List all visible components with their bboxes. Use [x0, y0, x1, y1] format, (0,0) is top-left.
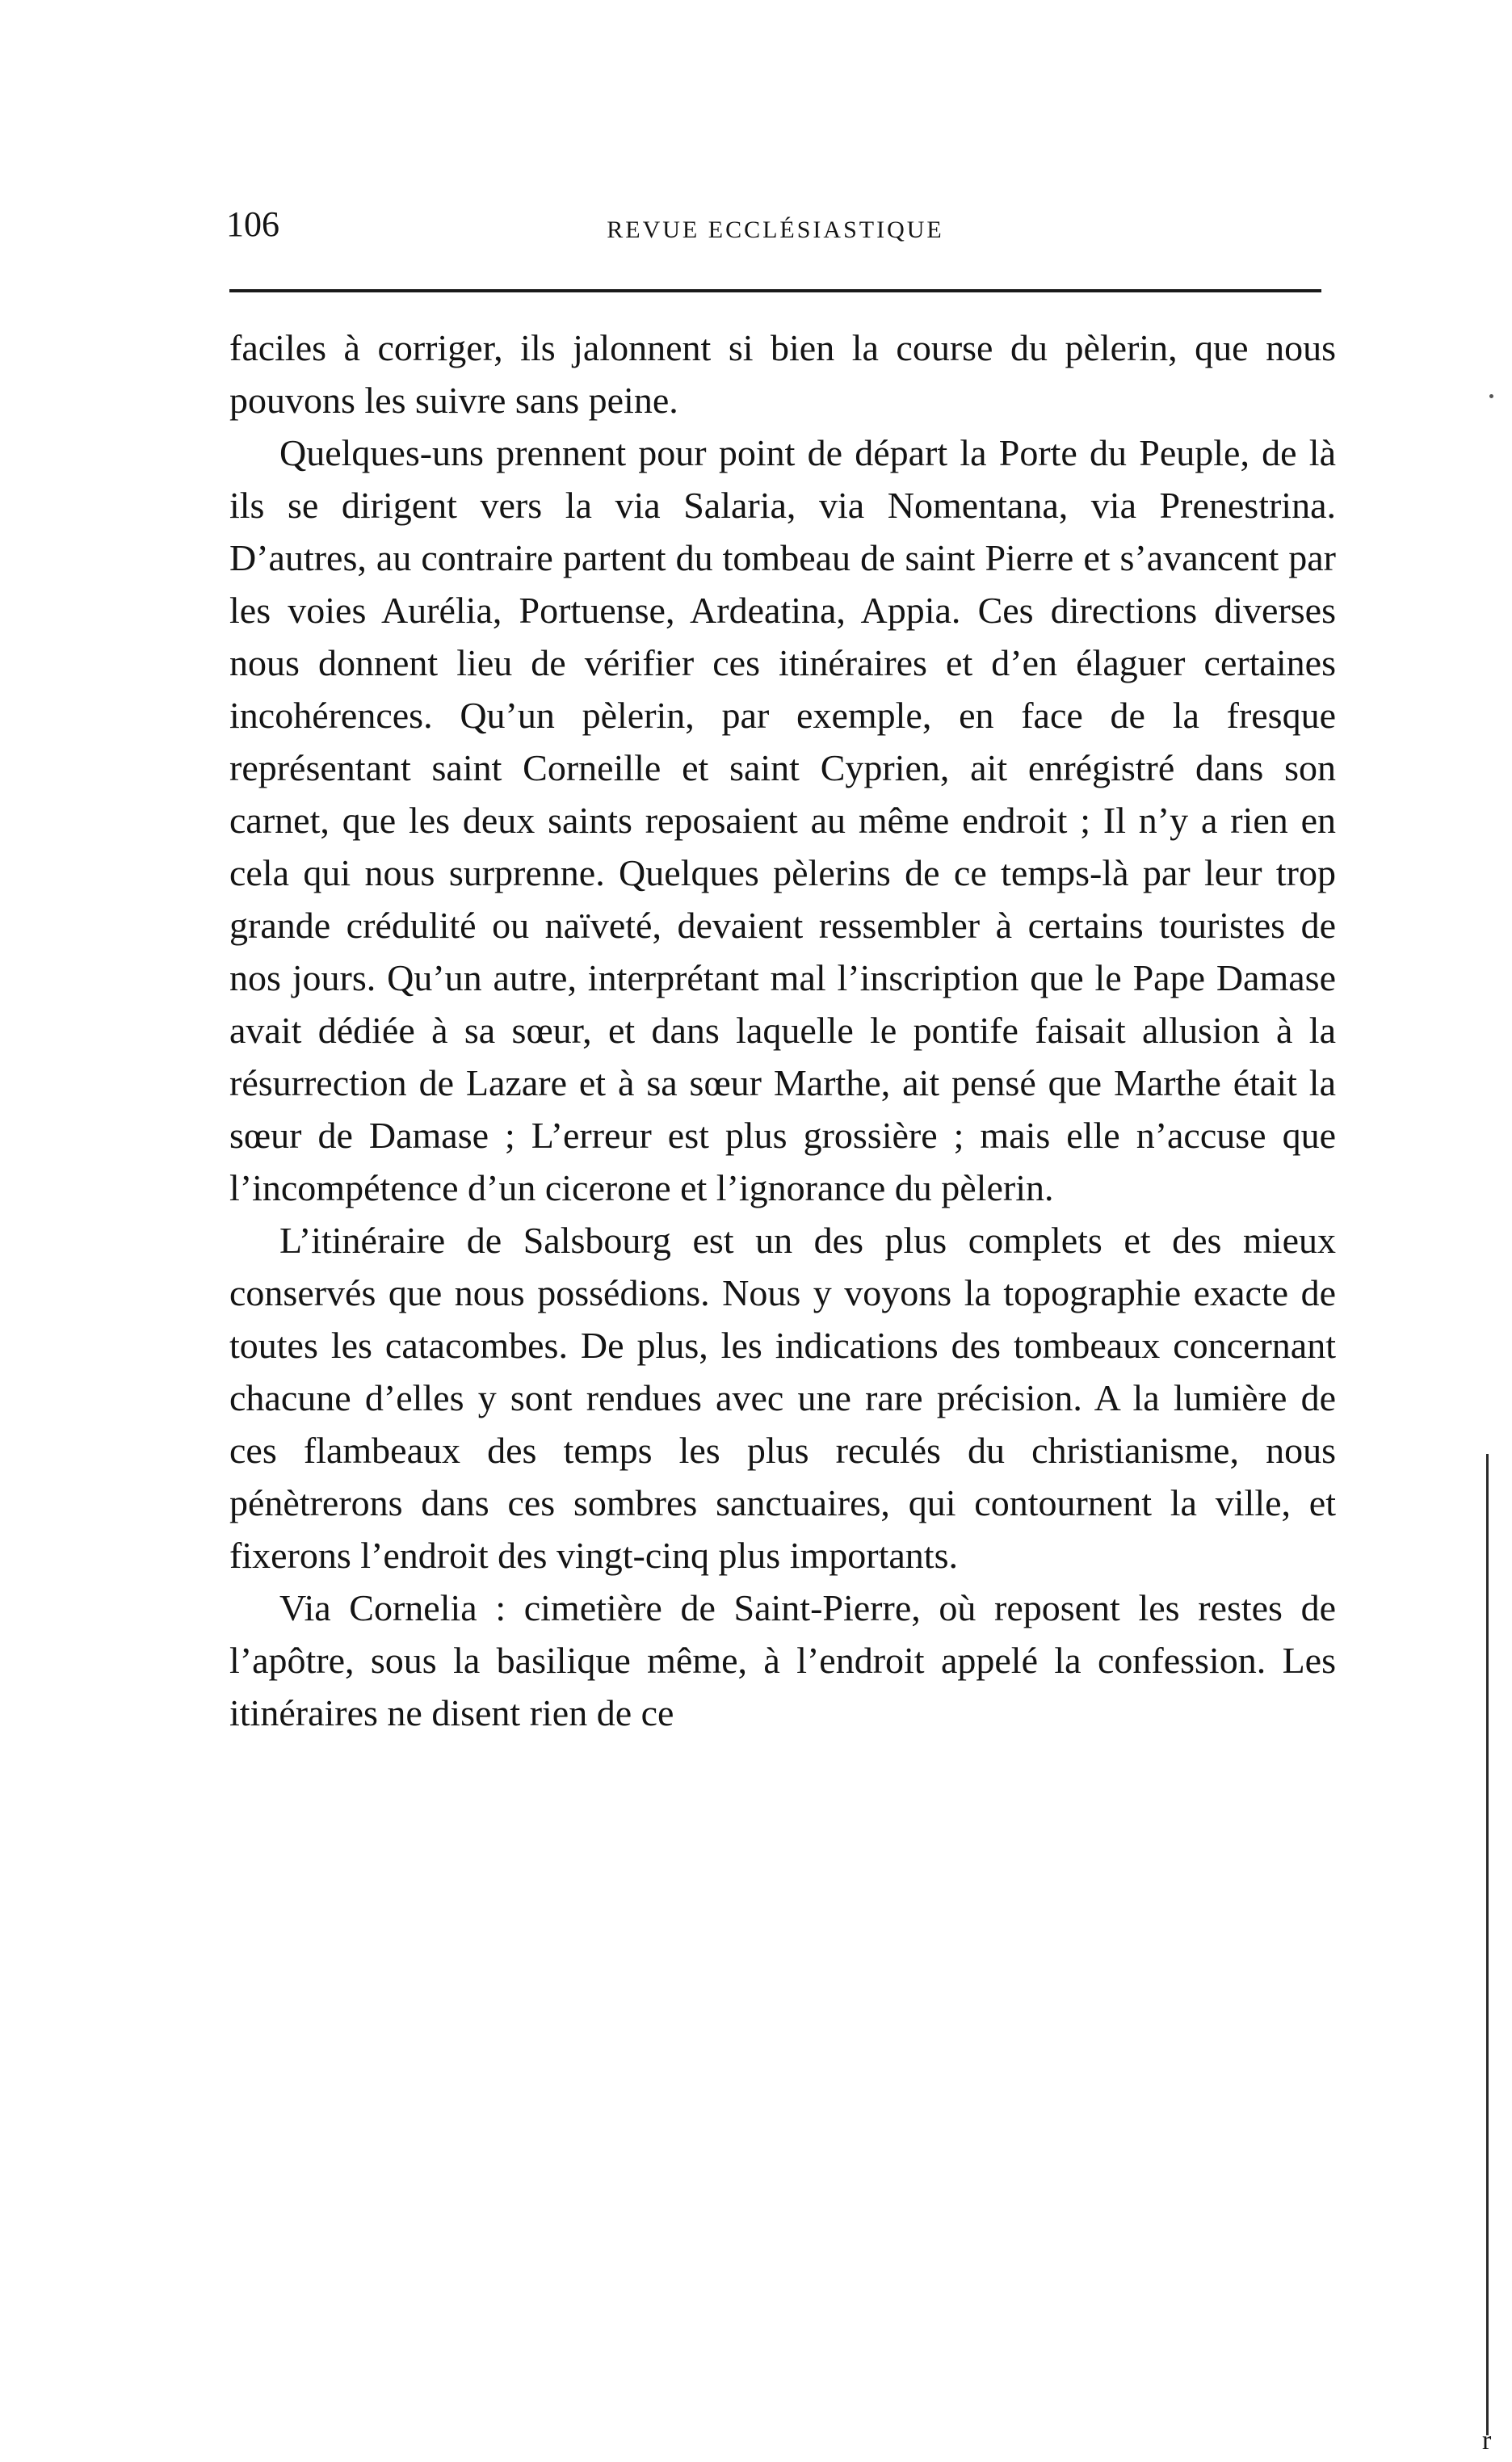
body-text	[229, 321, 1336, 1739]
paragraph: Via Cornelia : cimetière de Saint-Pierre, où reposent les restes de l’apôtre, sous la basilique même, à l’endroit appelé la confession. Les itinéraires ne disent rien de ce	[229, 1587, 1336, 1733]
margin-binding-line	[1486, 1454, 1489, 2435]
paragraph: faciles à corriger, ils jalonnent si bien la course du pèlerin, que nous pouvons les suivre sans peine.	[229, 327, 1336, 421]
margin-mark: r	[1482, 2426, 1492, 2456]
paragraph: L’itinéraire de Salsbourg est un des plus complets et des mieux conservés que nous possédions. Nous y voyons la topographie exacte de toutes les catacombes. De plus, les indications des tombeaux concernant chacune d’elles y sont rendues avec une rare précision. A la lumière de ces flambeaux des temps les plus reculés du christianisme, nous pénètrerons dans ces sombres sanctuaires, qui contournent la ville, et fixerons l’endroit des vingt-cinq plus importants.	[229, 1220, 1336, 1576]
header-rule	[229, 289, 1321, 292]
ink-speck	[1489, 394, 1493, 398]
page-number: 106	[226, 204, 279, 244]
running-title: REVUE ECCLÉSIASTIQUE	[607, 216, 944, 243]
paragraph: Quelques-uns prennent pour point de départ la Porte du Peuple, de là ils se dirigent vers la via Salaria, via Nomentana, via Prenestrina. D’autres, au contraire partent du tombeau de saint Pierre et s’avancent par les voies Aurélia, Portuense, Ardeatina, Appia. Ces directions diverses nous donnent lieu de vérifier ces itinéraires et d’en élaguer certaines incohérences. Qu’un pèlerin, par exemple, en face de la fresque représentant saint Corneille et saint Cyprien, ait enrégistré dans son carnet, que les deux saints reposaient au même endroit ; Il n’y a rien en cela qui nous surprenne. Quelques pèlerins de ce temps-là par leur trop grande crédulité ou naïveté, devaient ressembler à certains touristes de nos jours. Qu’un autre, interprétant mal l’inscription que le Pape Damase avait dédiée à sa sœur, et dans laquelle le pontife faisait allusion à la résurrection de Lazare et à sa sœur Marthe, ait pensé que Marthe était la sœur de Damase ; L’erreur est plus grossière ; mais elle n’accuse que l’incompétence d’un cicerone et l’ignorance du pèlerin.	[229, 432, 1336, 1208]
running-header	[226, 202, 1325, 250]
